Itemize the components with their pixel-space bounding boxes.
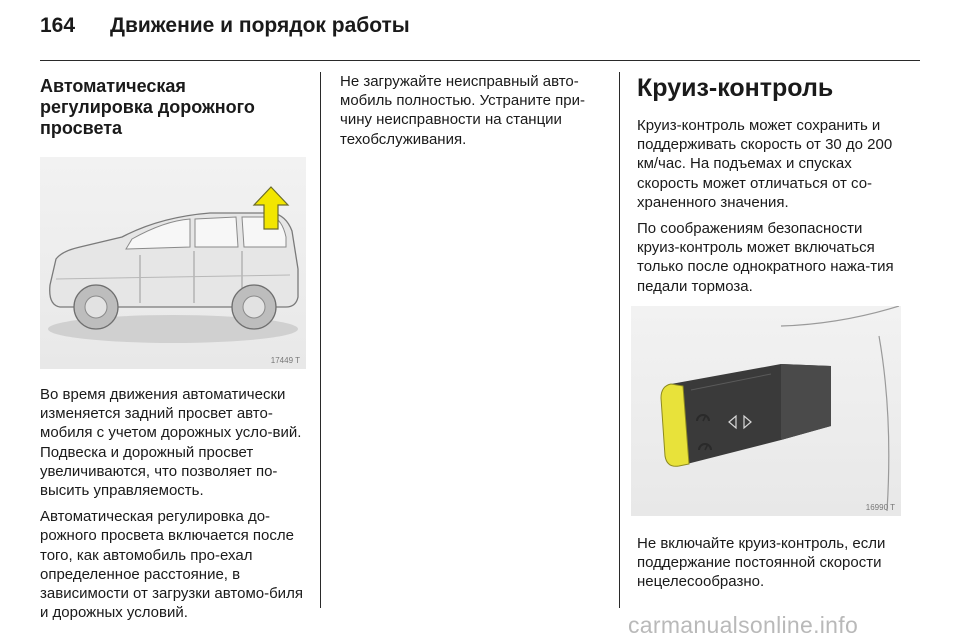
- column-divider: [320, 72, 321, 608]
- column-ride-height: [40, 72, 306, 629]
- up-arrow-icon: [252, 185, 290, 231]
- cruise-control-icon: [695, 409, 711, 423]
- page-title: Движение и порядок работы: [110, 14, 410, 37]
- paragraph: Не загружайте неисправный авто-мобиль полностью. Устраните при-чину неисправности на станции техобслуживания.: [340, 73, 585, 148]
- figure-code: 16990 T: [865, 502, 895, 512]
- paragraph: Не включайте круиз-контроль, если поддержание постоянной скорости нецелесообразно.: [637, 534, 886, 591]
- stalk-drawing: [631, 306, 901, 516]
- page-header: [40, 14, 410, 38]
- heading-line: Автоматическая: [40, 76, 186, 96]
- turn-signal-icon: [727, 414, 757, 430]
- car-illustration: [40, 157, 306, 369]
- section-heading-ride-height: [40, 76, 306, 139]
- paragraph: Автоматическая регулировка до-рожного просвета включается после того, как автомобиль про-ехал определенное расстояние, в зависимости от загрузки автомо-биля и дорожных условий.: [40, 508, 303, 622]
- column-cruise-control: [637, 72, 907, 598]
- column-divider: [619, 72, 620, 608]
- paragraph: Во время движения автоматически изменяется задний просвет авто-мобиля с учетом дорожных усло-вий. Подвеска и дорожный просвет увеличиваются, что позволяет по-высить управляемость.: [40, 386, 302, 500]
- header-rule: [40, 60, 920, 61]
- cruise-resume-icon: [697, 438, 713, 452]
- heading-line: регулировка дорожного: [40, 97, 255, 117]
- column-continuation: [340, 72, 602, 156]
- watermark: carmanualsonline.info: [628, 612, 859, 638]
- figure-code: 17449 T: [270, 356, 300, 365]
- heading-line: просвета: [40, 118, 123, 138]
- cruise-stalk-illustration: [631, 306, 901, 516]
- page-number: 164: [40, 14, 76, 37]
- paragraph: По соображениям безопасности круиз-контроль может включаться только после однократного нажа-тия педали тормоза.: [637, 220, 894, 295]
- section-heading-cruise-control: Круиз-контроль: [637, 74, 834, 102]
- paragraph: Круиз-контроль может сохранить и поддерживать скорость от 30 до 200 км/час. На подъемах и спусках скорость может отличаться от со-храненного значения.: [637, 117, 893, 211]
